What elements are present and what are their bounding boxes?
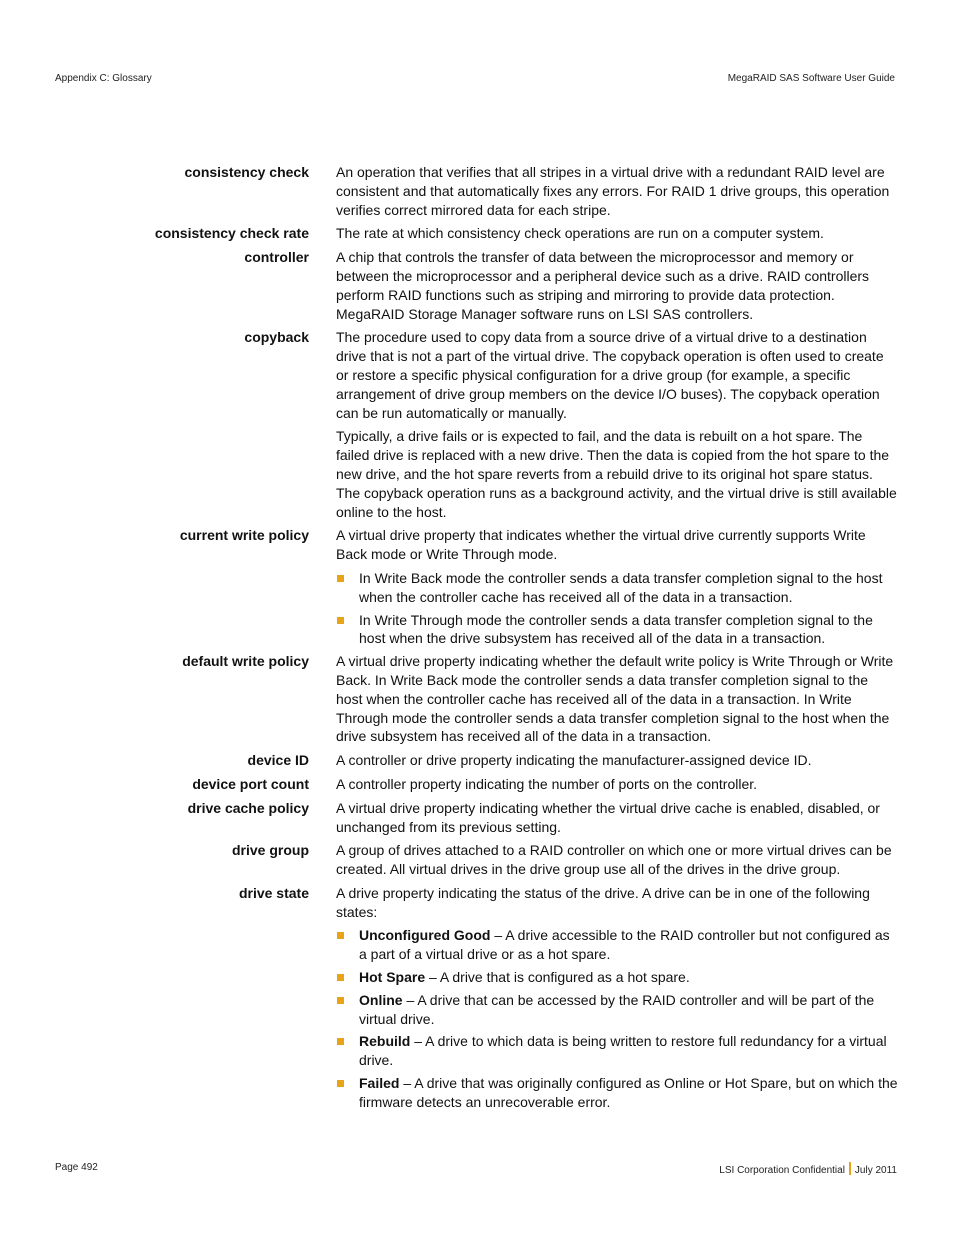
footer-info <box>719 1162 897 1176</box>
bullet-text: – A drive that was originally configured as Online or Hot Spare, but on which the firmware detects an unrecoverable error. <box>359 1075 898 1110</box>
bullet-term: Unconfigured Good <box>359 927 491 944</box>
glossary-entry <box>0 248 954 323</box>
glossary-term: controller <box>244 249 309 266</box>
glossary-entry <box>0 526 954 648</box>
bullet-term: Rebuild <box>359 1033 411 1050</box>
bullet-item <box>336 569 898 607</box>
glossary-term: default write policy <box>182 653 309 670</box>
bullet-item <box>336 1074 898 1112</box>
glossary-entry <box>0 799 954 837</box>
definition-paragraph: A group of drives attached to a RAID controller on which one or more virtual drives can be created. All virtual drives in the drive group use all of the drives in the drive group. <box>336 842 892 878</box>
bullet-text: – A drive that can be accessed by the RAID controller and will be part of the virtual drive. <box>359 991 875 1027</box>
definition-bullet-list <box>336 569 898 648</box>
definition-paragraph: A drive property indicating the status of the drive. A drive can be in one of the following states: <box>336 884 870 920</box>
bullet-text: In Write Through mode the controller sends a data transfer completion signal to the host when the drive subsystem has received all of the data in a transaction. <box>359 611 873 647</box>
glossary-term: consistency check rate <box>154 225 309 242</box>
bullet-text: – A drive accessible to the RAID controller but not configured as a part of a virtual drive or as a hot spare. <box>359 927 890 963</box>
footer-date: July 2011 <box>854 1165 897 1176</box>
square-bullet-icon <box>337 932 344 939</box>
glossary-definition <box>336 163 898 219</box>
footer-separator <box>849 1162 851 1175</box>
glossary-term: current write policy <box>179 527 309 544</box>
glossary-term: device ID <box>247 752 309 769</box>
glossary-definition <box>336 248 898 323</box>
bullet-item <box>336 968 898 987</box>
glossary-definition <box>336 799 898 837</box>
definition-paragraph: A controller property indicating the number of ports on the controller. <box>336 775 758 792</box>
bullet-item <box>336 991 898 1029</box>
definition-paragraph: A controller or drive property indicating the manufacturer-assigned device ID. <box>336 752 812 769</box>
bullet-item <box>336 926 898 964</box>
glossary-entry <box>0 841 954 879</box>
bullet-item <box>336 611 898 649</box>
bullet-text: – A drive to which data is being written to restore full redundancy for a virtual drive. <box>359 1033 887 1069</box>
glossary-definition <box>336 841 898 879</box>
bullet-term: Failed <box>359 1075 400 1092</box>
glossary-list <box>0 163 954 1116</box>
definition-paragraph: A virtual drive property that indicates whether the virtual drive currently supports Write Back mode or Write Through mode. <box>336 527 866 563</box>
glossary-entry <box>0 163 954 219</box>
definition-paragraph: Typically, a drive fails or is expected to fail, and the data is rebuilt on a hot spare. The failed drive is replaced with a new drive. Then the data is copied from the hot spare to the new drive, and the hot spare reverts from a rebuild drive to its original hot spare status. The copyback operation runs as a background activity, and the virtual drive is still available online to the host. <box>336 428 897 520</box>
definition-paragraph: The rate at which consistency check operations are run on a computer system. <box>336 225 824 242</box>
glossary-entry <box>0 652 954 746</box>
definition-paragraph: A chip that controls the transfer of data between the microprocessor and memory or between the microprocessor and a peripheral device such as a drive. RAID controllers perform RAID functions such as striping and mirroring to provide data protection. MegaRAID Storage Manager software runs on LSI SAS controllers. <box>336 249 870 322</box>
bullet-term: Hot Spare <box>359 969 426 986</box>
bullet-text: – A drive that is configured as a hot spare. <box>425 969 690 986</box>
glossary-definition <box>336 526 898 648</box>
square-bullet-icon <box>337 997 344 1004</box>
glossary-entry <box>0 751 954 770</box>
glossary-definition <box>336 884 898 1112</box>
bullet-item <box>336 1032 898 1070</box>
glossary-definition <box>336 751 898 770</box>
square-bullet-icon <box>337 1080 344 1087</box>
definition-paragraph: The procedure used to copy data from a source drive of a virtual drive to a destination drive that is not a part of the virtual drive. The copyback operation is often used to create or restore a specific physical configuration for a drive group (for example, a specific arrangement of drive group members on the device I/O buses). The copyback operation can be run automatically or manually. <box>336 329 884 421</box>
glossary-definition <box>336 775 898 794</box>
footer-company: LSI Corporation Confidential <box>719 1165 845 1176</box>
definition-paragraph: A virtual drive property indicating whether the virtual drive cache is enabled, disabled, or unchanged from its previous setting. <box>336 799 880 835</box>
square-bullet-icon <box>337 575 344 582</box>
square-bullet-icon <box>337 617 344 624</box>
glossary-entry <box>0 775 954 794</box>
glossary-definition <box>336 652 898 746</box>
glossary-term: drive state <box>238 884 309 901</box>
header-section-title: Appendix C: Glossary <box>55 73 152 84</box>
glossary-term: copyback <box>244 329 309 346</box>
glossary-term: consistency check <box>184 164 309 180</box>
bullet-text: In Write Back mode the controller sends a data transfer completion signal to the host when the controller cache has received all of the data in a transaction. <box>359 569 883 605</box>
glossary-definition <box>336 224 898 243</box>
page-number: Page 492 <box>55 1162 98 1173</box>
header-document-title: MegaRAID SAS Software User Guide <box>727 73 895 84</box>
definition-bullet-list <box>336 926 898 1111</box>
bullet-term: Online <box>359 991 403 1008</box>
glossary-term: drive group <box>231 842 309 859</box>
glossary-entry <box>0 884 954 1112</box>
square-bullet-icon <box>337 1038 344 1045</box>
square-bullet-icon <box>337 974 344 981</box>
glossary-definition <box>336 328 898 521</box>
glossary-entry <box>0 328 954 521</box>
glossary-entry <box>0 224 954 243</box>
definition-paragraph: A virtual drive property indicating whether the default write policy is Write Through or Write Back. In Write Back mode the controller sends a data transfer completion signal to the host when the controller cache has received all of the data in a transaction. In Write Through mode the controller sends a data transfer completion signal to the host when the drive subsystem has received all of the data in a transaction. <box>336 653 894 745</box>
glossary-term: device port count <box>192 775 309 792</box>
glossary-term: drive cache policy <box>187 799 309 816</box>
definition-paragraph: An operation that verifies that all stripes in a virtual drive with a redundant RAID level are consistent and that automatically fixes any errors. For RAID 1 drive groups, this operation verifies correct mirrored data for each stripe. <box>336 164 890 218</box>
